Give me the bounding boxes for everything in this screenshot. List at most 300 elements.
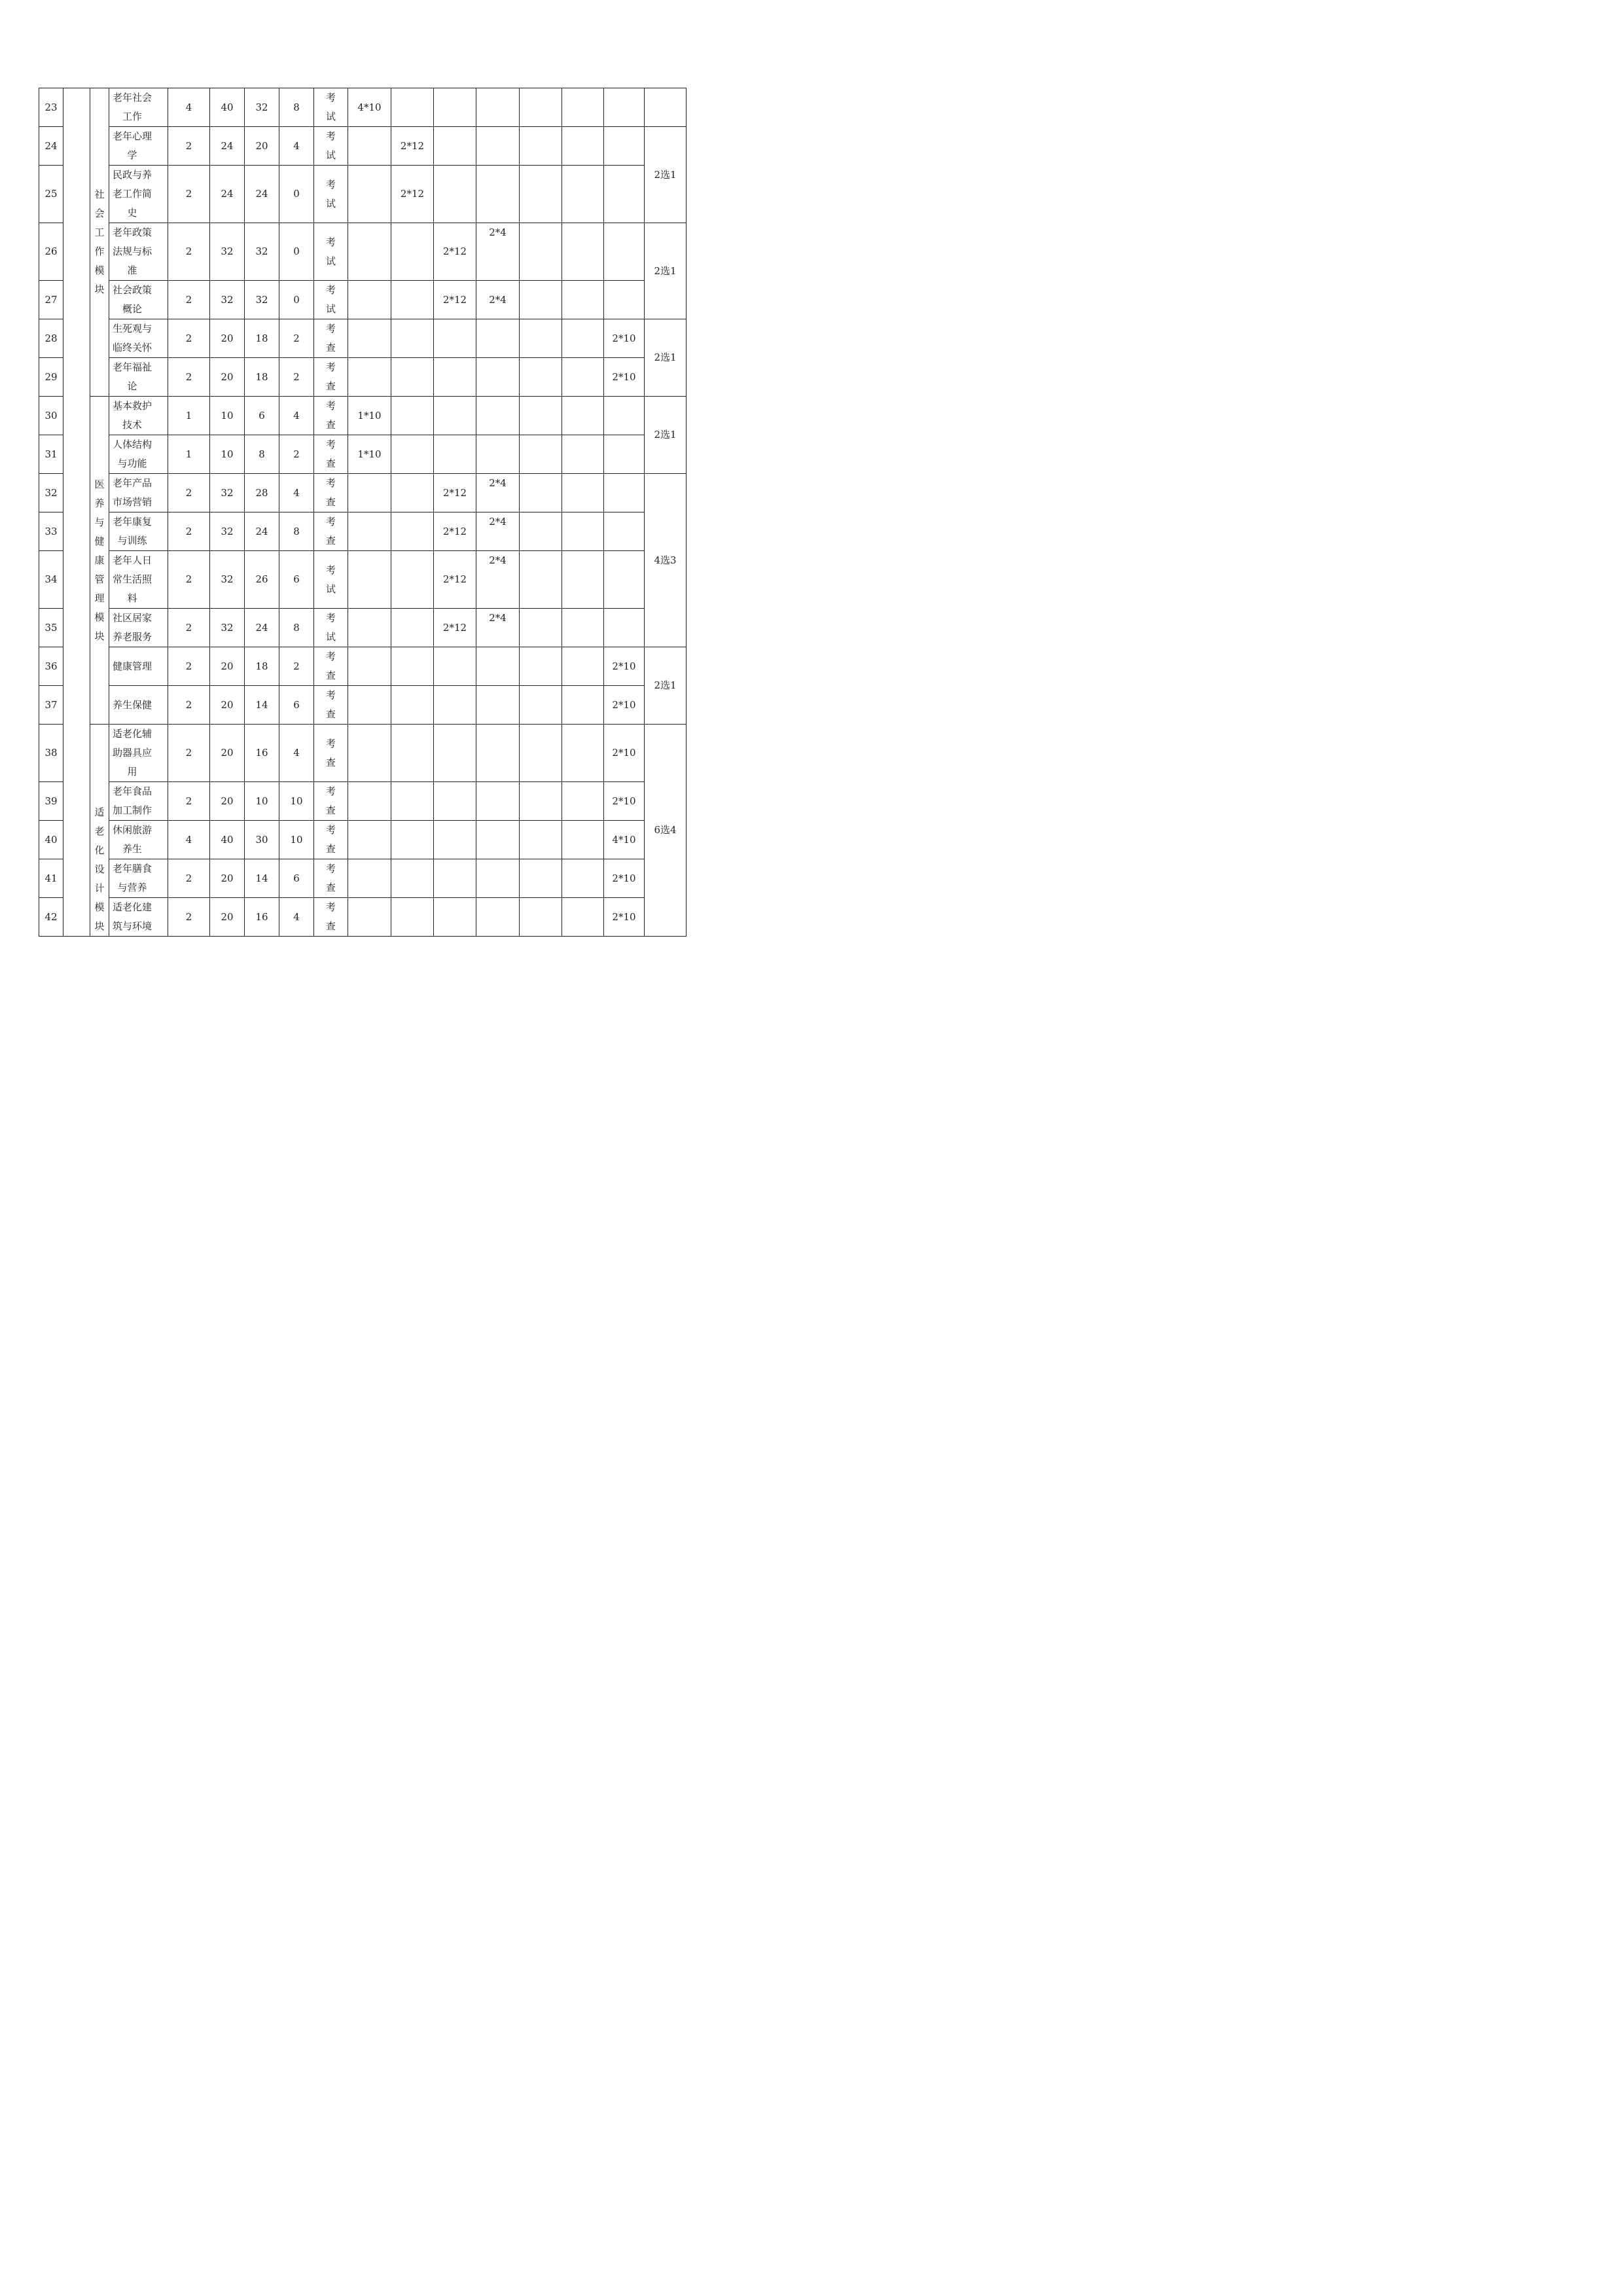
semester-s5-cell [520,512,562,551]
total-cell: 32 [210,512,245,551]
semester-hours: 2*12 [442,525,467,537]
course-name [109,474,168,512]
total-cell: 32 [210,223,245,281]
table-row [39,898,687,937]
course-name [109,319,168,358]
row-number: 26 [39,223,63,281]
semester-s7-cell [604,127,645,166]
semester-s7-cell [604,609,645,647]
semester-s2-cell [391,551,434,609]
semester-s7-cell [604,512,645,551]
course-name-text: 基本救护技术 [112,400,152,431]
course-name [109,435,168,474]
semester-s1-cell [348,859,391,898]
semester-s4-cell [476,166,520,223]
assessment-type-text: 考查 [326,400,336,431]
semester-hours: 2*10 [612,910,636,923]
row-number: 38 [39,725,63,782]
semester-s4-cell [476,474,520,512]
practice-cell: 2 [279,358,314,397]
semester-s6-cell [562,551,604,609]
assessment-type-text: 考试 [326,130,336,161]
credit-cell: 2 [168,223,210,281]
course-name-text: 休闲旅游养生 [112,824,152,855]
assessment-type [314,686,348,725]
theory-cell: 24 [245,166,279,223]
practice-cell: 4 [279,898,314,937]
semester-s2-cell [391,725,434,782]
assessment-type [314,725,348,782]
course-name [109,782,168,821]
row-number: 28 [39,319,63,358]
assessment-type-text: 考试 [326,284,336,315]
course-name [109,512,168,551]
total-cell: 32 [210,281,245,319]
total-cell: 40 [210,88,245,127]
course-name [109,609,168,647]
semester-s7-cell [604,319,645,358]
practice-cell: 2 [279,319,314,358]
row-number: 37 [39,686,63,725]
assessment-type-text: 考查 [326,737,336,768]
credit-cell: 2 [168,898,210,937]
semester-s3-cell [434,127,476,166]
semester-s1-cell [348,609,391,647]
table-row [39,474,687,512]
semester-s4-cell [476,512,520,551]
semester-hours: 1*10 [357,448,382,460]
course-name-text: 老年康复与训练 [112,516,152,547]
course-name [109,725,168,782]
theory-cell: 8 [245,435,279,474]
semester-hours: 2*10 [612,747,636,759]
assessment-type [314,88,348,127]
semester-s2-cell [391,397,434,435]
practice-cell: 4 [279,725,314,782]
theory-cell: 32 [245,281,279,319]
table-row [39,223,687,281]
row-number: 31 [39,435,63,474]
theory-cell: 24 [245,609,279,647]
assessment-type [314,782,348,821]
module-label [90,397,109,725]
course-name-text: 健康管理 [112,660,152,672]
theory-cell: 28 [245,474,279,512]
row-number: 40 [39,821,63,859]
total-cell: 20 [210,647,245,686]
theory-cell: 16 [245,725,279,782]
semester-s2-cell [391,898,434,937]
assessment-type-text: 考查 [326,323,336,353]
practice-cell: 4 [279,127,314,166]
semester-s3-cell [434,725,476,782]
credit-cell: 2 [168,474,210,512]
semester-s5-cell [520,474,562,512]
semester-hours: 4*10 [612,833,636,846]
semester-hours: 2*10 [612,698,636,711]
semester-s7-cell [604,821,645,859]
semester-s2-cell [391,166,434,223]
semester-s3-cell [434,647,476,686]
semester-s6-cell [562,647,604,686]
assessment-type-text: 考查 [326,516,336,547]
total-cell: 20 [210,725,245,782]
assessment-type-text: 考查 [326,439,336,469]
row-number: 29 [39,358,63,397]
assessment-type [314,223,348,281]
practice-cell: 6 [279,551,314,609]
assessment-type-text: 考查 [326,651,336,681]
semester-s3-cell [434,88,476,127]
semester-s6-cell [562,435,604,474]
assessment-type [314,609,348,647]
theory-cell: 24 [245,512,279,551]
course-name-text: 老年人日常生活照料 [112,554,152,604]
table-row [39,609,687,647]
semester-hours: 2*4 [489,516,507,528]
semester-s7-cell [604,358,645,397]
semester-s1-cell [348,358,391,397]
semester-hours: 2*4 [489,554,507,566]
semester-s6-cell [562,397,604,435]
total-cell: 10 [210,397,245,435]
semester-s5-cell [520,397,562,435]
assessment-type [314,898,348,937]
semester-s1-cell [348,319,391,358]
semester-s1-cell [348,223,391,281]
module-label [90,725,109,937]
theory-cell: 18 [245,358,279,397]
semester-s3-cell [434,551,476,609]
elective-note: 2选1 [645,319,687,397]
theory-cell: 6 [245,397,279,435]
semester-s1-cell [348,281,391,319]
total-cell: 20 [210,782,245,821]
course-schedule-table [39,88,687,937]
assessment-type [314,319,348,358]
semester-s4-cell [476,898,520,937]
assessment-type [314,358,348,397]
assessment-type-text: 考试 [326,612,336,643]
theory-cell: 32 [245,223,279,281]
semester-s6-cell [562,782,604,821]
semester-s6-cell [562,281,604,319]
assessment-type-text: 考查 [326,361,336,392]
total-cell: 32 [210,609,245,647]
semester-hours: 2*12 [442,486,467,499]
semester-s2-cell [391,358,434,397]
course-name-text: 养生保健 [112,698,152,711]
credit-cell: 2 [168,166,210,223]
semester-s6-cell [562,898,604,937]
row-number: 27 [39,281,63,319]
course-name-text: 老年食品加工制作 [112,785,152,816]
credit-cell: 1 [168,397,210,435]
semester-s5-cell [520,647,562,686]
semester-s4-cell [476,609,520,647]
semester-s4-cell [476,821,520,859]
semester-s2-cell [391,686,434,725]
row-number: 35 [39,609,63,647]
practice-cell: 0 [279,223,314,281]
semester-s1-cell [348,898,391,937]
semester-hours: 2*4 [489,226,507,238]
semester-hours: 2*12 [442,293,467,306]
semester-s1-cell [348,782,391,821]
semester-s3-cell [434,281,476,319]
theory-cell: 32 [245,88,279,127]
row-number: 36 [39,647,63,686]
course-name [109,686,168,725]
semester-hours: 2*12 [400,139,425,152]
credit-cell: 4 [168,821,210,859]
row-number: 23 [39,88,63,127]
course-name-text: 老年社会工作 [112,92,152,122]
table-row [39,782,687,821]
semester-s5-cell [520,782,562,821]
semester-s6-cell [562,859,604,898]
table-row [39,281,687,319]
assessment-type [314,551,348,609]
semester-s5-cell [520,821,562,859]
semester-s3-cell [434,512,476,551]
assessment-type [314,474,348,512]
assessment-type-text: 考查 [326,824,336,855]
semester-s3-cell [434,435,476,474]
table-row [39,725,687,782]
semester-s4-cell [476,281,520,319]
theory-cell: 16 [245,898,279,937]
semester-s2-cell [391,127,434,166]
semester-s1-cell [348,127,391,166]
assessment-type [314,281,348,319]
semester-s1-cell [348,686,391,725]
assessment-type-text: 考查 [326,785,336,816]
course-name-text: 民政与养老工作简史 [112,169,152,219]
assessment-type-text: 考查 [326,477,336,508]
credit-cell: 2 [168,609,210,647]
credit-cell: 2 [168,782,210,821]
semester-s6-cell [562,821,604,859]
semester-s2-cell [391,782,434,821]
course-name [109,551,168,609]
semester-s6-cell [562,474,604,512]
practice-cell: 6 [279,686,314,725]
semester-hours: 4*10 [357,101,382,113]
credit-cell: 2 [168,281,210,319]
semester-s4-cell [476,127,520,166]
module-label-text: 医养与健康管理模块 [94,478,105,642]
semester-s3-cell [434,358,476,397]
practice-cell: 0 [279,166,314,223]
semester-s5-cell [520,223,562,281]
semester-s6-cell [562,88,604,127]
table-row [39,821,687,859]
elective-note: 4选3 [645,474,687,647]
semester-s2-cell [391,609,434,647]
semester-s1-cell [348,166,391,223]
row-number: 42 [39,898,63,937]
theory-cell: 10 [245,782,279,821]
semester-s2-cell [391,435,434,474]
credit-cell: 2 [168,725,210,782]
semester-s7-cell [604,898,645,937]
theory-cell: 14 [245,859,279,898]
total-cell: 24 [210,127,245,166]
course-name-text: 老年膳食与营养 [112,863,152,893]
semester-s3-cell [434,821,476,859]
semester-s6-cell [562,127,604,166]
credit-cell: 2 [168,319,210,358]
course-name-text: 适老化建筑与环境 [112,901,152,932]
row-number: 41 [39,859,63,898]
semester-s4-cell [476,859,520,898]
credit-cell: 2 [168,127,210,166]
semester-s5-cell [520,725,562,782]
table-row [39,859,687,898]
assessment-type-text: 考查 [326,689,336,720]
semester-s5-cell [520,435,562,474]
semester-s4-cell [476,725,520,782]
semester-s3-cell [434,166,476,223]
assessment-type [314,166,348,223]
course-name [109,859,168,898]
semester-s4-cell [476,686,520,725]
practice-cell: 10 [279,821,314,859]
semester-s4-cell [476,435,520,474]
elective-note [645,88,687,127]
row-number: 32 [39,474,63,512]
course-name [109,358,168,397]
semester-s7-cell [604,782,645,821]
semester-s7-cell [604,551,645,609]
table-row [39,166,687,223]
semester-s6-cell [562,166,604,223]
semester-hours: 2*12 [442,573,467,585]
semester-s2-cell [391,474,434,512]
total-cell: 20 [210,686,245,725]
semester-s3-cell [434,686,476,725]
semester-s1-cell [348,397,391,435]
credit-cell: 1 [168,435,210,474]
semester-hours: 2*10 [612,872,636,884]
course-name [109,898,168,937]
semester-hours: 2*12 [442,245,467,257]
semester-s5-cell [520,859,562,898]
table-row [39,319,687,358]
credit-cell: 2 [168,512,210,551]
elective-note: 2选1 [645,397,687,474]
semester-hours: 2*4 [489,477,507,489]
semester-s5-cell [520,88,562,127]
course-name-text: 适老化辅助器具应用 [112,728,152,778]
course-name-text: 人体结构与功能 [112,439,152,469]
semester-hours: 1*10 [357,409,382,422]
theory-cell: 20 [245,127,279,166]
course-name-text: 生死观与临终关怀 [112,323,152,353]
row-number: 34 [39,551,63,609]
semester-s5-cell [520,319,562,358]
semester-s5-cell [520,551,562,609]
total-cell: 24 [210,166,245,223]
semester-s4-cell [476,319,520,358]
semester-hours: 2*10 [612,795,636,807]
semester-s4-cell [476,223,520,281]
credit-cell: 4 [168,88,210,127]
course-name [109,127,168,166]
semester-hours: 2*10 [612,660,636,672]
course-name [109,88,168,127]
semester-s6-cell [562,725,604,782]
course-name-text: 老年政策法规与标准 [112,226,152,276]
row-number: 33 [39,512,63,551]
semester-hours: 2*10 [612,332,636,344]
practice-cell: 2 [279,435,314,474]
semester-s7-cell [604,88,645,127]
semester-s5-cell [520,127,562,166]
credit-cell: 2 [168,647,210,686]
practice-cell: 10 [279,782,314,821]
semester-s7-cell [604,223,645,281]
elective-note: 2选1 [645,127,687,223]
theory-cell: 18 [245,647,279,686]
course-name [109,166,168,223]
assessment-type-text: 考试 [326,236,336,267]
practice-cell: 4 [279,397,314,435]
semester-s3-cell [434,609,476,647]
semester-s1-cell [348,88,391,127]
semester-hours: 2*4 [489,293,507,306]
table-row [39,397,687,435]
semester-s3-cell [434,782,476,821]
semester-s7-cell [604,474,645,512]
assessment-type [314,859,348,898]
semester-s1-cell [348,647,391,686]
assessment-type [314,512,348,551]
practice-cell: 2 [279,647,314,686]
semester-s2-cell [391,319,434,358]
assessment-type [314,821,348,859]
semester-hours: 2*12 [400,188,425,200]
semester-s1-cell [348,551,391,609]
semester-s1-cell [348,725,391,782]
assessment-type [314,397,348,435]
semester-s6-cell [562,609,604,647]
practice-cell: 0 [279,281,314,319]
semester-s4-cell [476,88,520,127]
total-cell: 40 [210,821,245,859]
semester-s6-cell [562,358,604,397]
semester-s2-cell [391,281,434,319]
assessment-type-text: 考查 [326,863,336,893]
semester-s7-cell [604,725,645,782]
row-number: 30 [39,397,63,435]
course-name [109,223,168,281]
semester-s7-cell [604,435,645,474]
course-name-text: 社会政策概论 [112,284,152,315]
semester-s6-cell [562,223,604,281]
total-cell: 20 [210,319,245,358]
semester-hours: 2*12 [442,621,467,634]
semester-s6-cell [562,319,604,358]
semester-s3-cell [434,898,476,937]
table-row [39,88,687,127]
total-cell: 32 [210,474,245,512]
semester-s2-cell [391,512,434,551]
semester-s4-cell [476,647,520,686]
credit-cell: 2 [168,859,210,898]
course-name [109,647,168,686]
